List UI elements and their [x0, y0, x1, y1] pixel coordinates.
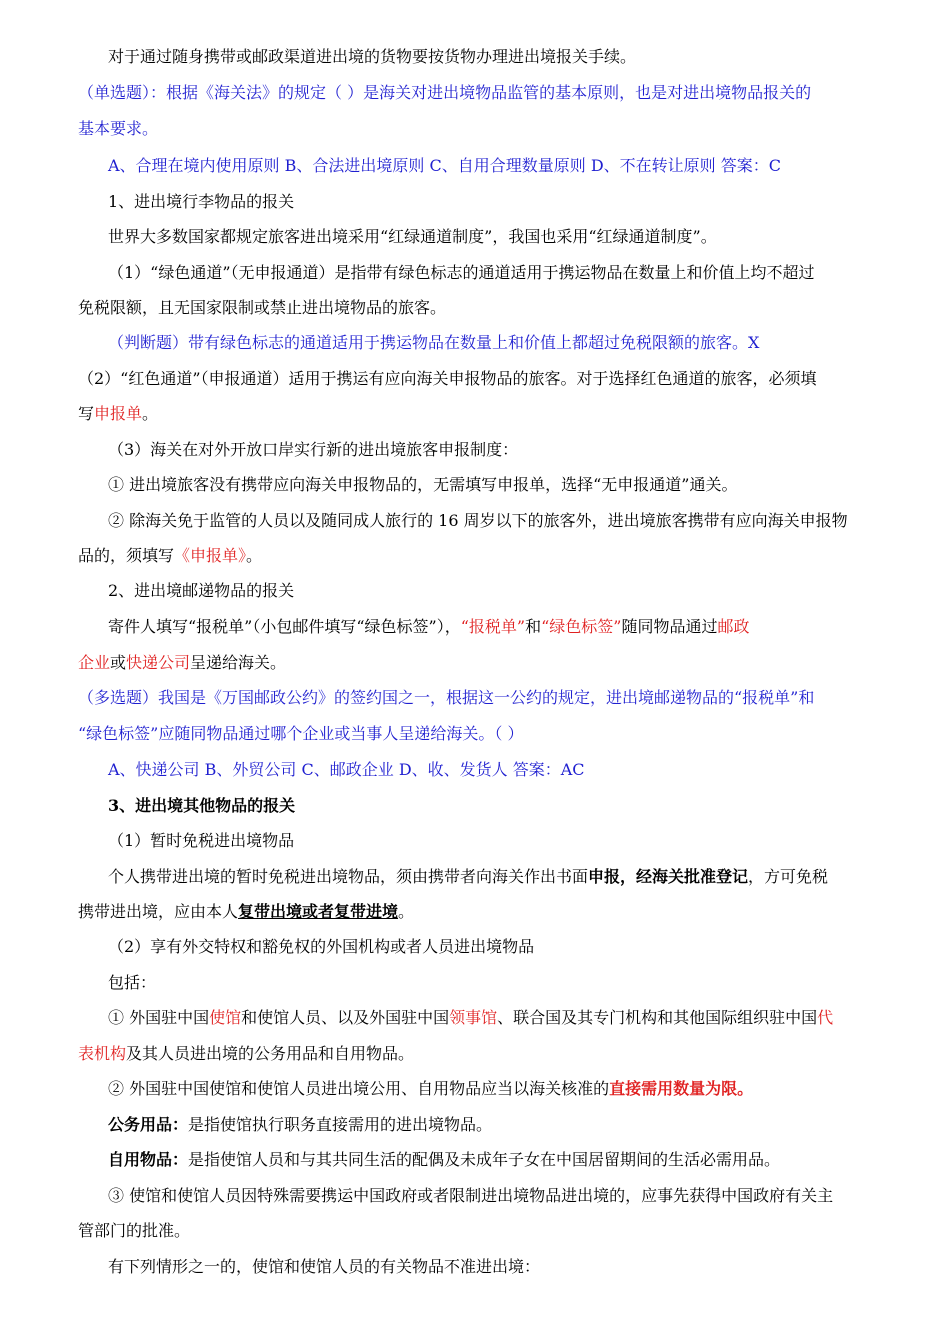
list-item: ③ 使馆和使馆人员因特殊需要携运中国政府或者限制进出境物品进出境的，应事先获得中国政府有关主 — [108, 1186, 834, 1205]
definition-term: 公务用品： — [108, 1115, 189, 1134]
text: 随同物品通过 — [621, 617, 718, 636]
highlight-text: 企业 — [78, 653, 111, 672]
paragraph: 包括： — [108, 973, 157, 992]
definition-term: 自用物品： — [108, 1150, 189, 1169]
text: 或 — [110, 653, 127, 672]
text: 及其人员进出境的公务用品和自用物品。 — [126, 1044, 415, 1063]
highlight-text: “绿色标签” — [541, 617, 622, 636]
multi-choice-options: A、快递公司 B、外贸公司 C、邮政企业 D、收、发货人 答案：AC — [108, 760, 585, 779]
definition — [108, 1149, 780, 1173]
text: 。 — [246, 546, 263, 565]
paragraph — [108, 866, 828, 890]
text: 和 — [525, 617, 542, 636]
paragraph: 对于通过随身携带或邮政渠道进出境的货物要按货物办理进出境报关手续。 — [108, 47, 637, 66]
text: ② 外国驻中国使馆和使馆人员进出境公用、自用物品应当以海关核准的 — [108, 1079, 610, 1098]
text: ，方可免税 — [748, 867, 829, 886]
text: 和使馆人员、以及外国驻中国 — [241, 1008, 450, 1027]
highlight-text: 快递公司 — [126, 653, 191, 672]
text: 携带进出境，应由本人 — [78, 902, 239, 921]
bold-text: 申报，经海关批准登记 — [588, 867, 749, 886]
list-item — [108, 1007, 833, 1031]
text: 。 — [142, 404, 159, 423]
bold-underlined-text: 复带出境或者复带进境 — [238, 902, 399, 921]
multi-choice-question-cont: “绿色标签”应随同物品通过哪个企业或当事人呈递给海关。（ ） — [78, 724, 524, 743]
text: 写 — [78, 404, 95, 423]
sub-heading: （2）享有外交特权和豁免权的外国机构或者人员进出境物品 — [108, 937, 535, 956]
paragraph: 世界大多数国家都规定旅客进出境采用“红绿通道制度”，我国也采用“红绿通道制度”。 — [108, 227, 717, 246]
list-item — [108, 1078, 753, 1102]
definition-text: 是指使馆人员和与其共同生活的配偶及未成年子女在中国居留期间的生活必需用品。 — [188, 1150, 781, 1169]
true-false-question: （判断题）带有绿色标志的通道适用于携运物品在数量上和价值上都超过免税限额的旅客。X — [108, 333, 760, 352]
definition-text: 是指使馆执行职务直接需用的进出境物品。 — [188, 1115, 493, 1134]
highlight-text: 邮政 — [717, 617, 750, 636]
paragraph-cont — [78, 901, 414, 925]
list-item-cont: 管部门的批准。 — [78, 1221, 191, 1240]
text: ① 外国驻中国 — [108, 1008, 210, 1027]
text: 品的，须填写 — [78, 546, 175, 565]
paragraph: （2）“红色通道”（申报通道）适用于携运有应向海关申报物品的旅客。对于选择红色通道的旅客，必须填 — [78, 369, 817, 388]
single-choice-options: A、合理在境内使用原则 B、合法进出境原则 C、自用合理数量原则 D、不在转让原则 答案：C — [108, 156, 781, 175]
highlight-bold-text: 直接需用数量为限。 — [609, 1079, 754, 1098]
single-choice-question: （单选题）：根据《海关法》的规定（ ）是海关对进出境物品监管的基本原则，也是对进出境物品报关的 — [78, 83, 812, 102]
definition — [108, 1114, 492, 1138]
highlight-text: 代 — [817, 1008, 834, 1027]
section-heading: 2、进出境邮递物品的报关 — [108, 581, 295, 600]
section-heading: 3、进出境其他物品的报关 — [108, 796, 296, 815]
text: 个人携带进出境的暂时免税进出境物品，须由携带者向海关作出书面 — [108, 867, 589, 886]
text: 。 — [398, 902, 415, 921]
text: 、联合国及其专门机构和其他国际组织驻中国 — [497, 1008, 818, 1027]
paragraph-cont — [78, 652, 286, 676]
text: 寄件人填写“报税单”（小包邮件填写“绿色标签”）， — [108, 617, 461, 636]
text: 呈递给海关。 — [190, 653, 287, 672]
multi-choice-question: （多选题）我国是《万国邮政公约》的签约国之一，根据这一公约的规定，进出境邮递物品的“报税单”和 — [78, 688, 815, 707]
list-item-cont — [78, 1043, 414, 1067]
paragraph: （1）“绿色通道”（无申报通道）是指带有绿色标志的通道适用于携运物品在数量上和价值上均不超过 — [108, 263, 815, 282]
highlight-text: 表机构 — [78, 1044, 127, 1063]
list-item: ② 除海关免于监管的人员以及随同成人旅行的 16 周岁以下的旅客外，进出境旅客携带有应向海关申报物 — [108, 511, 848, 530]
highlight-text: “报税单” — [460, 617, 526, 636]
paragraph — [108, 616, 750, 640]
sub-heading: （1）暂时免税进出境物品 — [108, 831, 295, 850]
paragraph: （3）海关在对外开放口岸实行新的进出境旅客申报制度： — [108, 440, 519, 459]
highlight-text: 领事馆 — [449, 1008, 498, 1027]
paragraph-cont: 免税限额，且无国家限制或禁止进出境物品的旅客。 — [78, 298, 447, 317]
list-item: ① 进出境旅客没有携带应向海关申报物品的，无需填写申报单，选择“无申报通道”通关。 — [108, 475, 738, 494]
list-item-cont — [78, 545, 262, 569]
highlight-text: 申报单 — [94, 404, 143, 423]
single-choice-question-cont: 基本要求。 — [78, 119, 159, 138]
highlight-text: 《申报单》 — [174, 546, 247, 565]
section-heading: 1、进出境行李物品的报关 — [108, 192, 295, 211]
paragraph: 有下列情形之一的，使馆和使馆人员的有关物品不准进出境： — [108, 1257, 541, 1276]
paragraph-cont — [78, 403, 158, 427]
highlight-text: 使馆 — [209, 1008, 242, 1027]
